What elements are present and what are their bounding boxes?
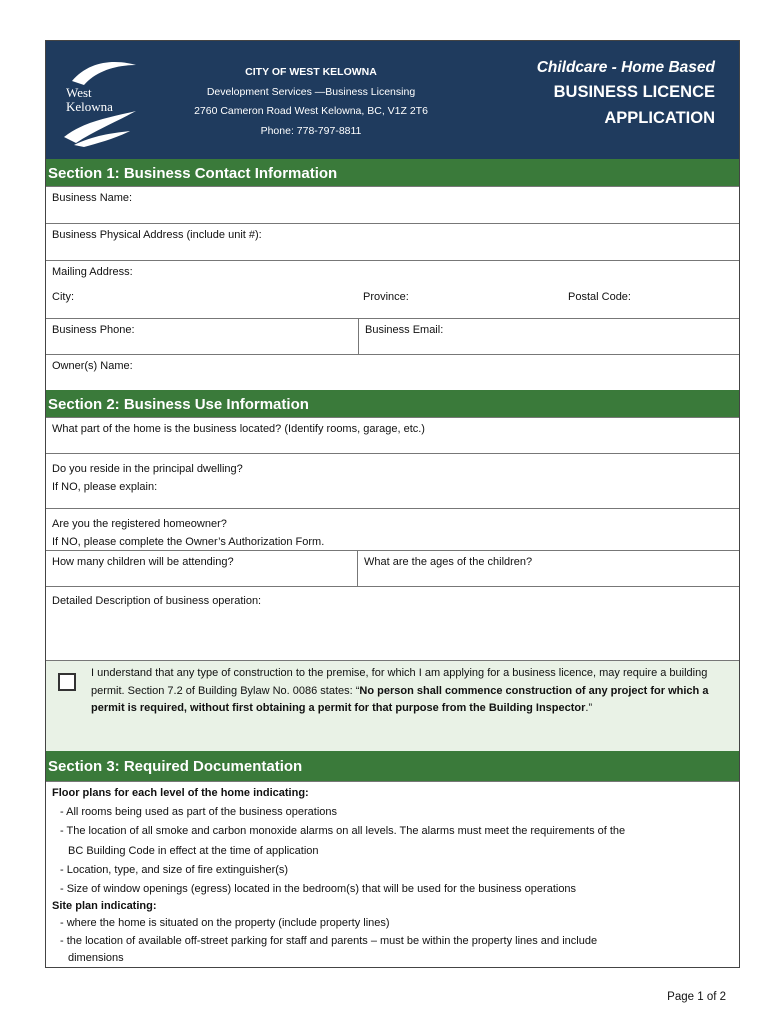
owner-authorization-note: If NO, please complete the Owner’s Authorization Form. <box>52 536 325 548</box>
city-name: CITY OF WEST KELOWNA <box>245 66 377 78</box>
children-count-label: How many children will be attending? <box>52 556 234 568</box>
floor-plan-item: BC Building Code in effect at the time of application <box>68 844 319 857</box>
office-phone: Phone: 778-797-8811 <box>260 124 362 137</box>
owner-name-field[interactable] <box>46 354 739 390</box>
children-row <box>46 550 739 586</box>
business-name-field[interactable] <box>46 186 739 223</box>
business-phone-label: Business Phone: <box>52 324 135 336</box>
home-part-label: What part of the home is the business located? (Identify rooms, garage, etc.) <box>52 423 425 435</box>
acknowledgement-text <box>91 665 721 718</box>
province-label: Province: <box>363 291 409 303</box>
acknowledgement-text-intro: I understand that any type of construction to the premise, for which I am applying for a business licence, may require a building permit. Section 7.2 of Building Bylaw No. 0086 states: “ <box>91 667 708 697</box>
business-email-field[interactable] <box>358 319 739 354</box>
postal-code-label: Postal Code: <box>568 291 631 303</box>
section1-title: Section 1: Business Contact Information <box>46 159 739 186</box>
floor-plans-heading: Floor plans for each level of the home indicating: <box>52 787 309 799</box>
reside-explain-label: If NO, please explain: <box>52 481 158 493</box>
section3-title: Section 3: Required Documentation <box>46 751 739 781</box>
business-description-field[interactable] <box>46 586 739 660</box>
physical-address-label: Business Physical Address (include unit #): <box>52 229 262 241</box>
city-label: City: <box>52 291 74 303</box>
acknowledgement-text-end: .” <box>585 702 593 714</box>
document-subtitle: Childcare - Home Based <box>536 59 715 76</box>
site-plan-item: - where the home is situated on the property (include property lines) <box>60 917 390 930</box>
section2-title: Section 2: Business Use Information <box>46 390 739 417</box>
business-description-label: Detailed Description of business operation: <box>52 595 262 607</box>
form-header <box>46 41 739 159</box>
business-phone-field[interactable] <box>46 319 358 354</box>
business-email-label: Business Email: <box>365 324 444 336</box>
required-documentation-list <box>46 781 739 967</box>
site-plan-item: dimensions <box>68 952 124 965</box>
office-address: 2760 Cameron Road West Kelowna, BC, V1Z 2T6 <box>194 105 428 117</box>
organization-info <box>176 63 446 141</box>
homeowner-field[interactable] <box>46 508 739 550</box>
building-permit-acknowledgement <box>46 660 739 751</box>
children-ages-field[interactable] <box>357 551 739 586</box>
acknowledgement-bylaw-quote: No person shall commence construction of any project for which a permit is required, without first obtaining a permit for that purpose from the Building Inspector <box>91 684 709 714</box>
floor-plan-item: - The location of all smoke and carbon monoxide alarms on all levels. The alarms must meet the requirements of the <box>60 825 626 838</box>
document-title-line2: APPLICATION <box>604 109 715 127</box>
page-number: Page 1 of 2 <box>667 991 726 1003</box>
document-title-line1: BUSINESS LICENCE <box>553 83 715 101</box>
floor-plan-item: - Size of window openings (egress) located in the bedroom(s) that will be used for the business operations <box>60 883 577 896</box>
logo-text-kelowna: Kelowna <box>66 99 113 114</box>
site-plan-heading: Site plan indicating: <box>52 900 157 913</box>
application-form <box>45 40 740 968</box>
logo-text-west: West <box>66 85 92 100</box>
home-part-field[interactable] <box>46 417 739 453</box>
document-title <box>537 57 715 131</box>
business-name-label: Business Name: <box>52 192 133 204</box>
west-kelowna-logo-icon <box>54 51 144 147</box>
owner-name-label: Owner(s) Name: <box>52 360 133 372</box>
reside-question: Do you reside in the principal dwelling? <box>52 463 243 475</box>
children-ages-label: What are the ages of the children? <box>364 556 533 568</box>
children-count-field[interactable] <box>46 551 357 586</box>
mailing-address-field[interactable] <box>46 260 739 318</box>
floor-plan-item: - Location, type, and size of fire extinguisher(s) <box>60 863 289 876</box>
reside-field[interactable] <box>46 453 739 508</box>
site-plan-item: - the location of available off-street parking for staff and parents – must be within the property lines and include <box>60 935 598 948</box>
physical-address-field[interactable] <box>46 223 739 260</box>
mailing-address-label: Mailing Address: <box>52 266 133 278</box>
floor-plan-item: - All rooms being used as part of the business operations <box>60 806 337 819</box>
homeowner-question: Are you the registered homeowner? <box>52 518 227 530</box>
phone-email-row <box>46 318 739 354</box>
acknowledgement-checkbox[interactable] <box>58 673 76 691</box>
department: Development Services —Business Licensing <box>206 85 416 98</box>
